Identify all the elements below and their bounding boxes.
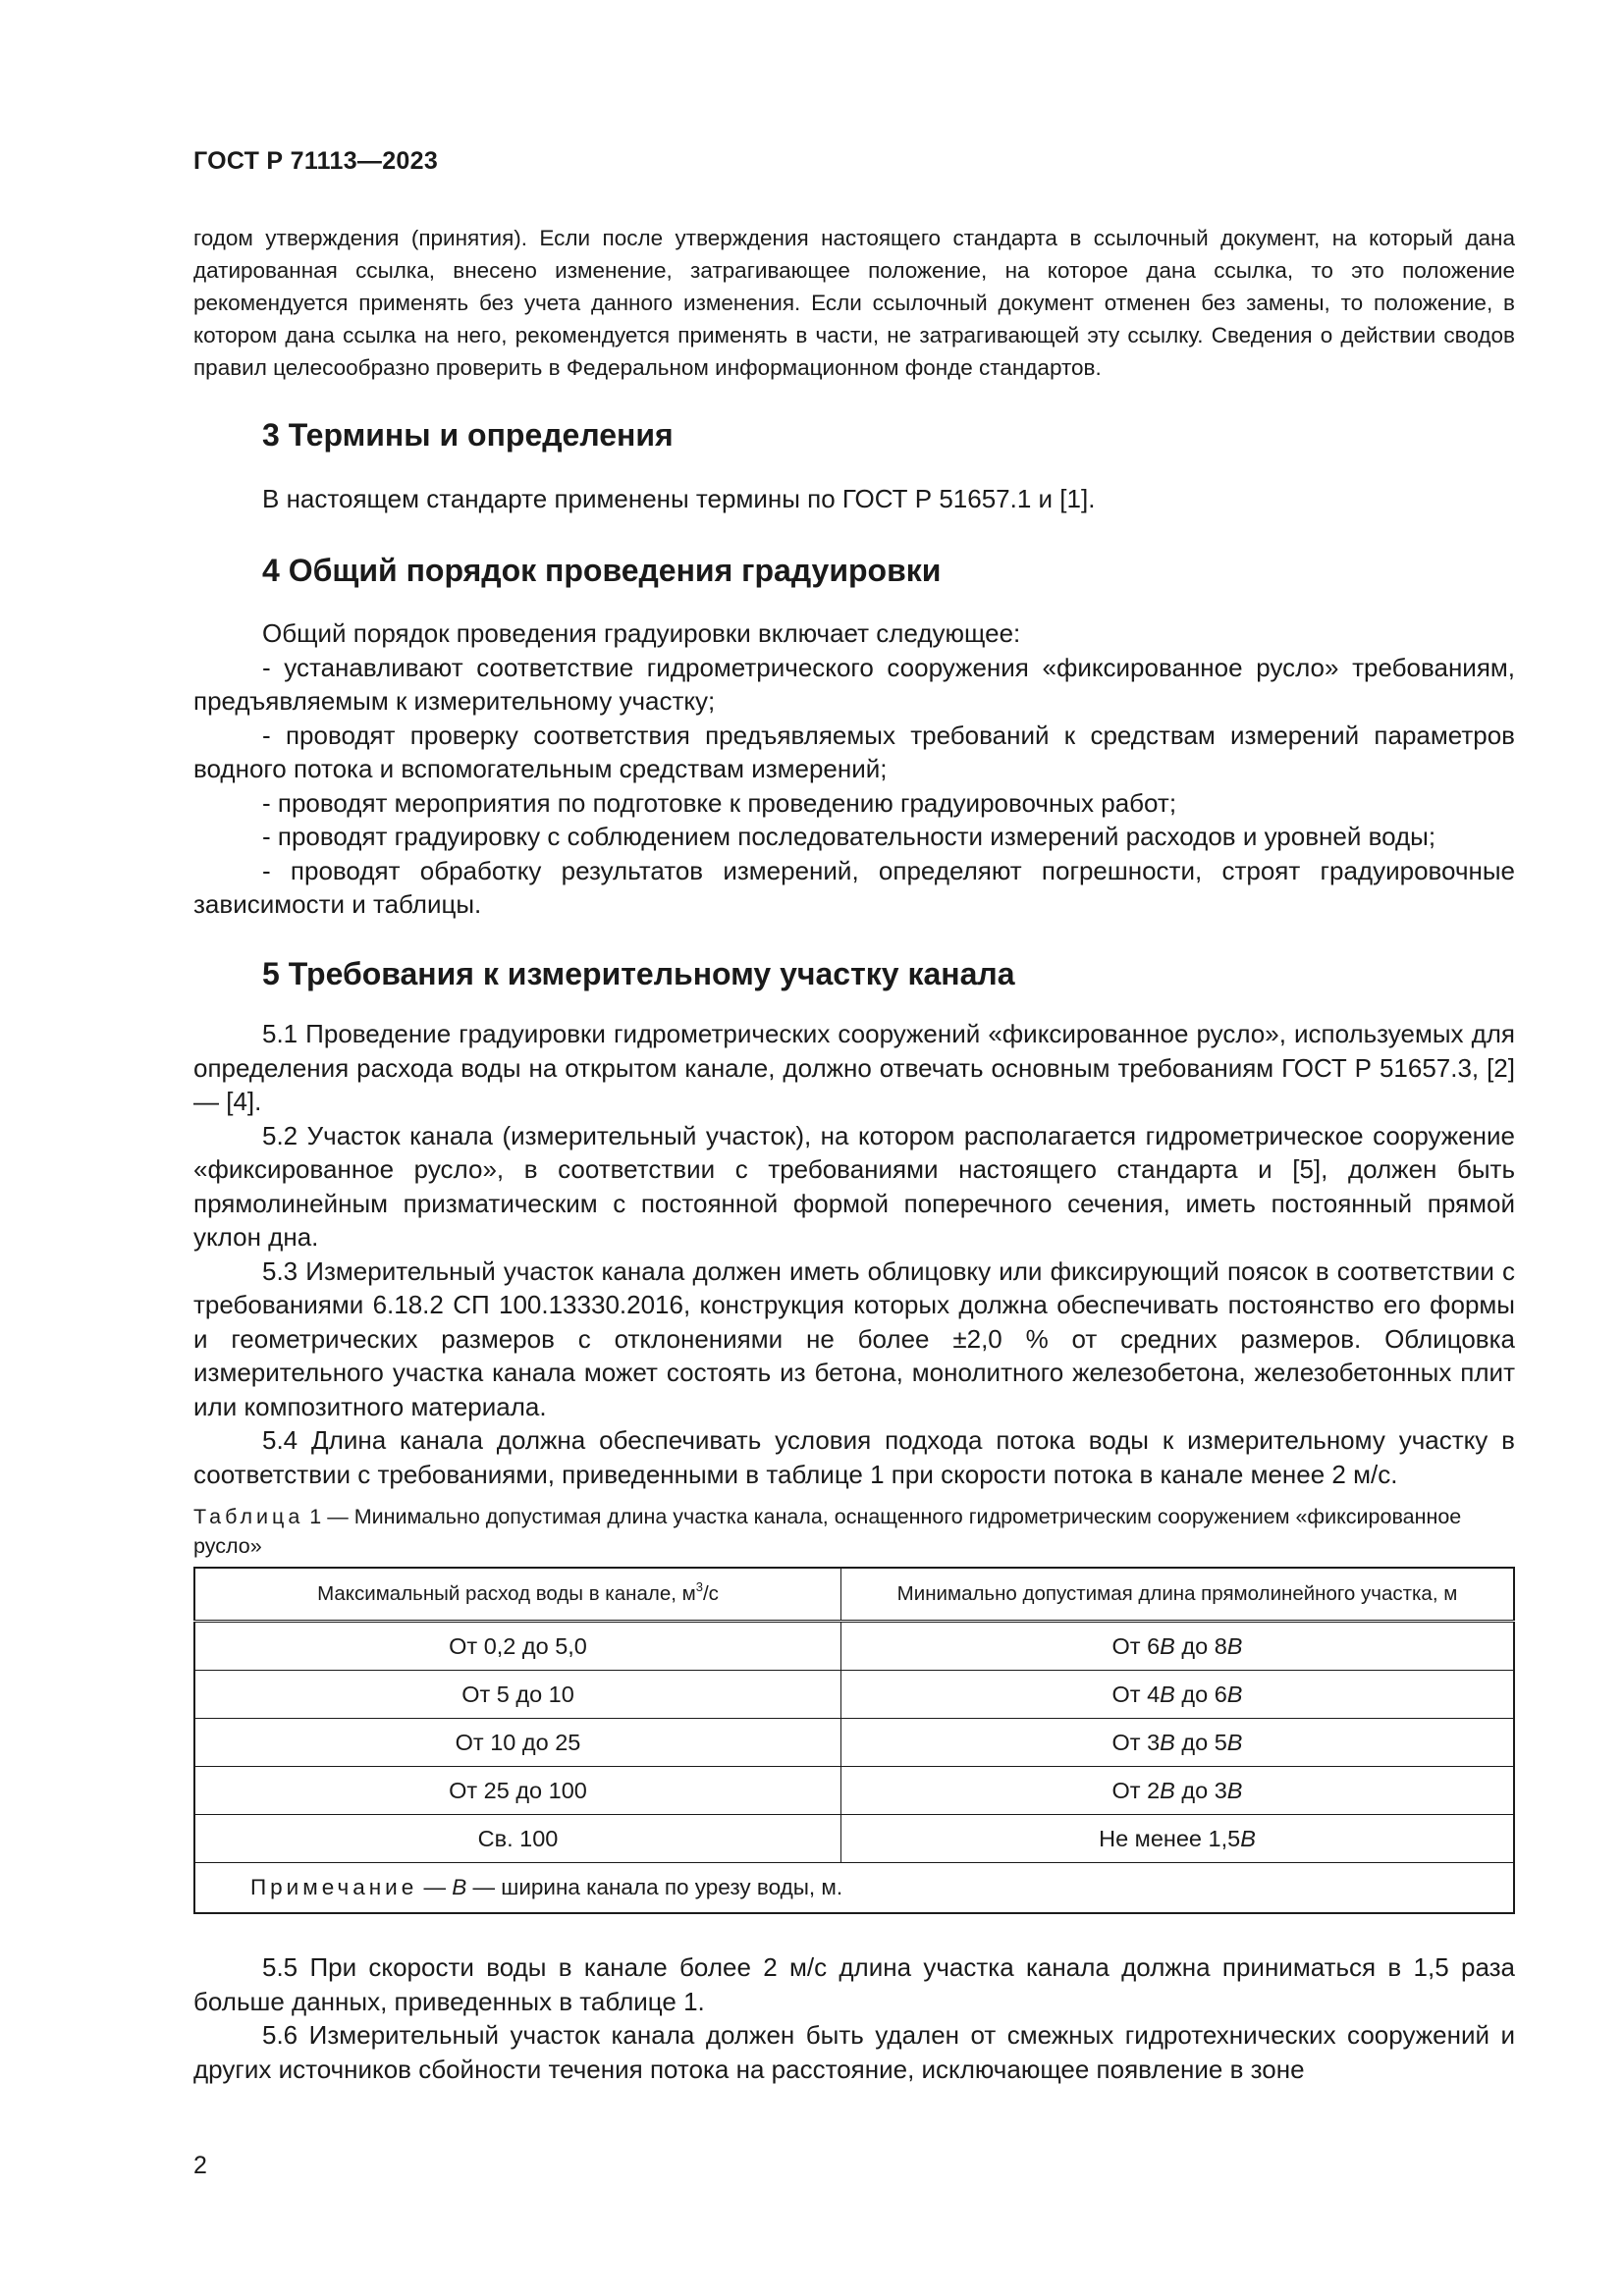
table-1	[193, 1567, 1515, 1914]
section-4-body	[193, 616, 1515, 922]
list-item: - проводят обработку результатов измерений, определяют погрешности, строят градуировочные зависимости и таблицы.	[193, 855, 1515, 919]
list-item: - устанавливают соответствие гидрометрического сооружения «фиксированное русло» требованиям, предъявляемым к измерительному участку;	[193, 652, 1515, 716]
table-row	[194, 1622, 1514, 1671]
paragraph-5-3: 5.3 Измерительный участок канала должен иметь облицовку или фиксирующий поясок в соответствии с требованиями 6.18.2 СП 100.13330.2016, конструкция которых должна обеспечивать постоянство его формы и геометрических размеров с отклонениями не более ±2,0 % от средних размеров. Облицовка измерительного участка канала может состоять из бетона, монолитного железобетона, железобетонных плит или композитного материала.	[193, 1255, 1515, 1421]
paragraph-5-5: 5.5 При скорости воды в канале более 2 м/с длина участка канала должна приниматься в 1,5 раза больше данных, приведенных в таблице 1.	[193, 1952, 1515, 2016]
section-5-heading: 5 Требования к измерительному участку канала	[262, 956, 1015, 991]
intro-paragraph	[193, 222, 1515, 384]
cell-length: От 2B до 3B	[841, 1767, 1515, 1815]
cell-length: От 4B до 6B	[841, 1671, 1515, 1719]
table-row	[194, 1815, 1514, 1863]
table-row	[194, 1671, 1514, 1719]
paragraph-5-4: 5.4 Длина канала должна обеспечивать условия подхода потока воды к измерительному участку в соответствии с требованиями, приведенными в таблице 1 при скорости потока в канале менее 2 м/с.	[193, 1425, 1515, 1489]
paragraph-5-2: 5.2 Участок канала (измерительный участок), на котором располагается гидрометрическое сооружение «фиксированное русло», в соответствии с требованиями настоящего стандарта и [5], должен быть прямолинейным призматическим с постоянной формой поперечного сечения, иметь постоянный прямой уклон дна.	[193, 1120, 1515, 1252]
table-row	[194, 1719, 1514, 1767]
section-3-body	[193, 482, 1515, 516]
section-4-heading: 4 Общий порядок проведения градуировки	[262, 553, 942, 588]
section-3-text: В настоящем стандарте применены термины по ГОСТ Р 51657.1 и [1].	[262, 484, 1096, 513]
section-5-body	[193, 1017, 1515, 1491]
table-1-caption	[193, 1502, 1515, 1561]
cell-flow: От 5 до 10	[194, 1671, 841, 1719]
table-header-row	[194, 1568, 1514, 1622]
cell-flow: От 25 до 100	[194, 1767, 841, 1815]
table-caption-text: 1 — Минимально допустимая длина участка канала, оснащенного гидрометрическим сооружением «фиксированное русло»	[193, 1505, 1462, 1558]
table-note-row	[194, 1863, 1514, 1914]
cell-length: Не менее 1,5B	[841, 1815, 1515, 1863]
list-item: - проводят градуировку с соблюдением последовательности измерений расходов и уровней воды;	[262, 822, 1436, 851]
cell-flow: Св. 100	[194, 1815, 841, 1863]
cell-flow: От 10 до 25	[194, 1719, 841, 1767]
paragraph-5-1: 5.1 Проведение градуировки гидрометрических сооружений «фиксированное русло», используемых для определения расхода воды на открытом канале, должно отвечать основным требованиям ГОСТ Р 51657.3, [2] — [4].	[193, 1019, 1515, 1116]
cell-length: От 3B до 5B	[841, 1719, 1515, 1767]
list-item: - проводят мероприятия по подготовке к проведению градуировочных работ;	[262, 787, 1177, 818]
section-4-lead: Общий порядок проведения градуировки включает следующее:	[262, 618, 1021, 648]
list-item: - проводят проверку соответствия предъявляемых требований к средствам измерений параметров водного потока и вспомогательным средствам измерений;	[193, 720, 1515, 783]
table-label: Таблица	[193, 1505, 304, 1528]
intro-text: годом утверждения (принятия). Если после утверждения настоящего стандарта в ссылочный документ, на который дана датированная ссылка, внесено изменение, затрагивающее положение, на которое дана ссылка, то это положение рекомендуется применять без учета данного изменения. Если ссылочный документ отменен без замены, то положение, в котором дана ссылка на него, рекомендуется применять в части, не затрагивающей эту ссылку. Сведения о действии сводов правил целесообразно проверить в Федеральном информационном фонде стандартов.	[193, 226, 1515, 380]
table-row	[194, 1767, 1514, 1815]
section-3-heading: 3 Термины и определения	[262, 417, 674, 453]
page-number: 2	[193, 2152, 207, 2179]
section-5-continued	[193, 1950, 1515, 2086]
column-header-length: Минимально допустимая длина прямолинейного участка, м	[841, 1568, 1515, 1622]
table-note: Примечание — B — ширина канала по урезу воды, м.	[194, 1863, 1514, 1914]
cell-flow: От 0,2 до 5,0	[194, 1622, 841, 1671]
cell-length: От 6B до 8B	[841, 1622, 1515, 1671]
document-id: ГОСТ Р 71113—2023	[193, 147, 439, 175]
column-header-flow: Максимальный расход воды в канале, $м^3/с$	[194, 1568, 841, 1622]
paragraph-5-6: 5.6 Измерительный участок канала должен быть удален от смежных гидротехнических сооружений и других источников сбойности течения потока на расстояние, исключающее появление в зоне	[193, 2020, 1515, 2084]
